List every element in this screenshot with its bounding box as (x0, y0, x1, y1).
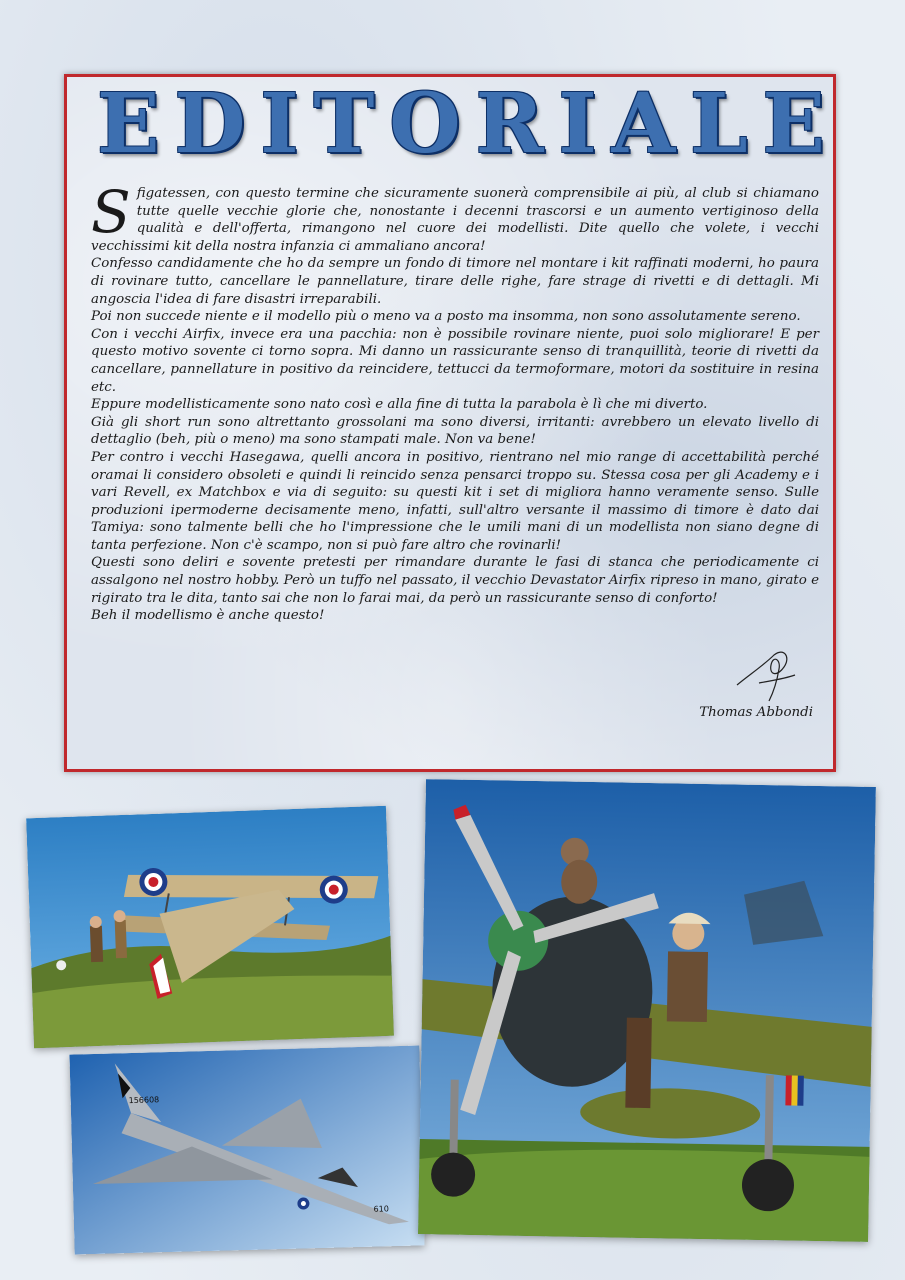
jet-nose-number: 610 (373, 1204, 389, 1214)
masthead-letter: E (97, 76, 160, 172)
article-paragraph: Questi sono deliri e sovente pretesti per rimandare durante le fasi di stanca che periodicamente ci assalgono nel nostro hobby. Però un tuffo nel passato, il vecchio Devastator Airfix ripreso in mano, girato e rigirato tra le dita, tanto sai che non lo farai mai, da però un rassicurante senso di conforto! (91, 555, 819, 606)
masthead-title (97, 76, 825, 172)
signature-icon (729, 645, 799, 705)
masthead-letter: O (389, 76, 461, 172)
masthead-letter: I (260, 76, 299, 172)
photo-biplane-diorama (26, 806, 394, 1048)
photo-jet-model (69, 1045, 424, 1254)
article-body (91, 178, 819, 625)
masthead-letter: T (313, 76, 375, 172)
masthead-letter: L (689, 76, 748, 172)
article-paragraph: Sfigatessen, con questo termine che sicuramente suonerà comprensibile ai più, al club si chiamano tutte quelle vecchie glorie che, nonostante i decenni trascorsi e un aumento vertiginoso della qualità e dell'offerta, rimangono nel cuore dei modellisti. Dite quello che volete, i vecchi vecchissimi kit della nostra infanzia ci ammaliano ancora! (91, 178, 819, 254)
author-name: Thomas Abbondi (699, 705, 813, 720)
article-paragraph: Poi non succede niente e il modello più o meno va a posto ma insomma, non sono assolutamente sereno. (91, 309, 801, 325)
article-paragraph: Con i vecchi Airfix, invece era una pacchia: non è possibile rovinare niente, puoi solo migliorare! E per questo motivo sovente ci torno sopra. Mi danno un rassicurante senso di tranquillità, teorie di rivetti da cancellare, pannellature in positivo da reincidere, tettucci da termoformare, motori da sostituire in resina etc. (91, 326, 819, 395)
masthead-letter: D (174, 76, 246, 172)
drop-cap: S (91, 178, 131, 246)
masthead-letter: R (475, 76, 544, 172)
masthead-letter: A (611, 76, 676, 172)
masthead-letter: E (762, 76, 825, 172)
article-paragraph: Già gli short run sono altrettanto grossolani ma sono diversi, irritanti: avrebbero un elevato livello di dettaglio (beh, più o meno) ma sono stampati male. Non va bene! (91, 414, 819, 448)
jet-serial-label: 156608 (128, 1095, 160, 1106)
article-paragraph: Eppure modellisticamente sono nato così e alla fine di tutta la parabola è lì che mi diverto. (91, 397, 708, 413)
masthead-letter: I (558, 76, 597, 172)
article-paragraph: Per contro i vecchi Hasegawa, quelli ancora in positivo, rientrano nel mio range di accettabilità perché oramai li considero obsoleti e quindi li reincido senza pensarci troppo su. Stessa cosa per gli Academy e i vari Revell, ex Matchbox e via di seguito: su questi kit i set di migliora hanno veramente senso. Sulle produzioni ipermoderne decisamente meno, infatti, sull'altro versante il massimo di timore è dato dai Tamiya: sono talmente belli che ho l'impressione che le umili mani di un modellista non siano degne di tanta perfezione. Non c'è scampo, non si può fare altro che rovinarli! (91, 449, 819, 553)
article-paragraph: Beh il modellismo è anche questo! (91, 608, 325, 624)
article-paragraph: Confesso candidamente che ho da sempre un fondo di timore nel montare i kit raffinati moderni, ho paura di rovinare tutto, cancellare le pannellature, tirare delle righe, fare strage di rivetti e di dettagli. Mi angoscia l'idea di fare disastri irreparabili. (91, 256, 819, 307)
photo-zero-diorama (418, 779, 876, 1242)
editorial-box (64, 74, 836, 772)
